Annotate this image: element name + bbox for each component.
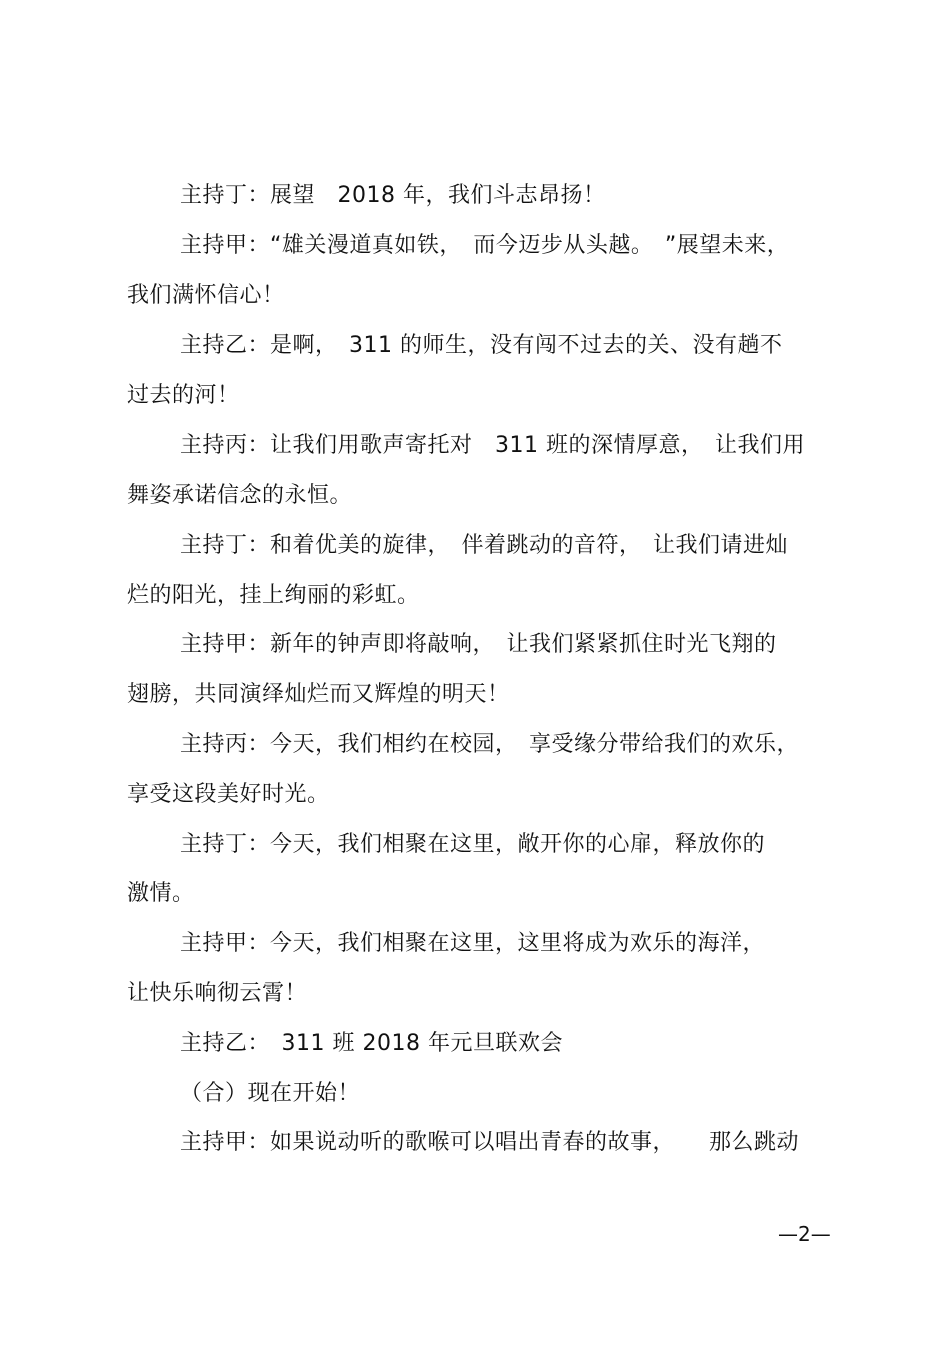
page-number: —2— — [778, 1222, 831, 1246]
text-line: 烂的阳光，挂上绚丽的彩虹。 — [127, 583, 420, 608]
text-line: 主持乙：是啊， 311 的师生，没有闯不过去的关、没有趟不 — [180, 333, 783, 358]
text-line: 主持甲：新年的钟声即将敲响， 让我们紧紧抓住时光飞翔的 — [180, 632, 777, 657]
text-line: 我们满怀信心！ — [127, 283, 285, 308]
text-line: 过去的河！ — [127, 383, 240, 408]
text-line: 主持甲：“雄关漫道真如铁， 而今迈步从头越。 ”展望未来， — [180, 233, 790, 258]
text-line: 享受这段美好时光。 — [127, 782, 330, 807]
text-line: 激情。 — [127, 881, 195, 906]
text-line: 主持甲：如果说动听的歌喉可以唱出青春的故事， 那么跳动 — [180, 1130, 800, 1155]
text-line: （合）现在开始！ — [180, 1081, 361, 1106]
text-line: 舞姿承诺信念的永恒。 — [127, 483, 353, 508]
text-line: 主持甲：今天，我们相聚在这里，这里将成为欢乐的海洋， — [180, 931, 766, 956]
text-line: 主持丙：今天，我们相约在校园， 享受缘分带给我们的欢乐， — [180, 732, 800, 757]
text-line: 主持丁：和着优美的旋律， 伴着跳动的音符， 让我们请进灿 — [180, 533, 789, 558]
text-line: 主持丁：展望 2018 年，我们斗志昂扬！ — [180, 183, 606, 208]
text-line: 让快乐响彻云霄！ — [127, 981, 308, 1006]
text-line: 主持乙： 311 班 2018 年元旦联欢会 — [180, 1031, 563, 1056]
text-line: 翅膀，共同演绎灿烂而又辉煌的明天！ — [127, 682, 510, 707]
text-line: 主持丁：今天，我们相聚在这里，敞开你的心扉，释放你的 — [180, 832, 766, 857]
text-line: 主持丙：让我们用歌声寄托对 311 班的深情厚意， 让我们用 — [180, 433, 805, 458]
